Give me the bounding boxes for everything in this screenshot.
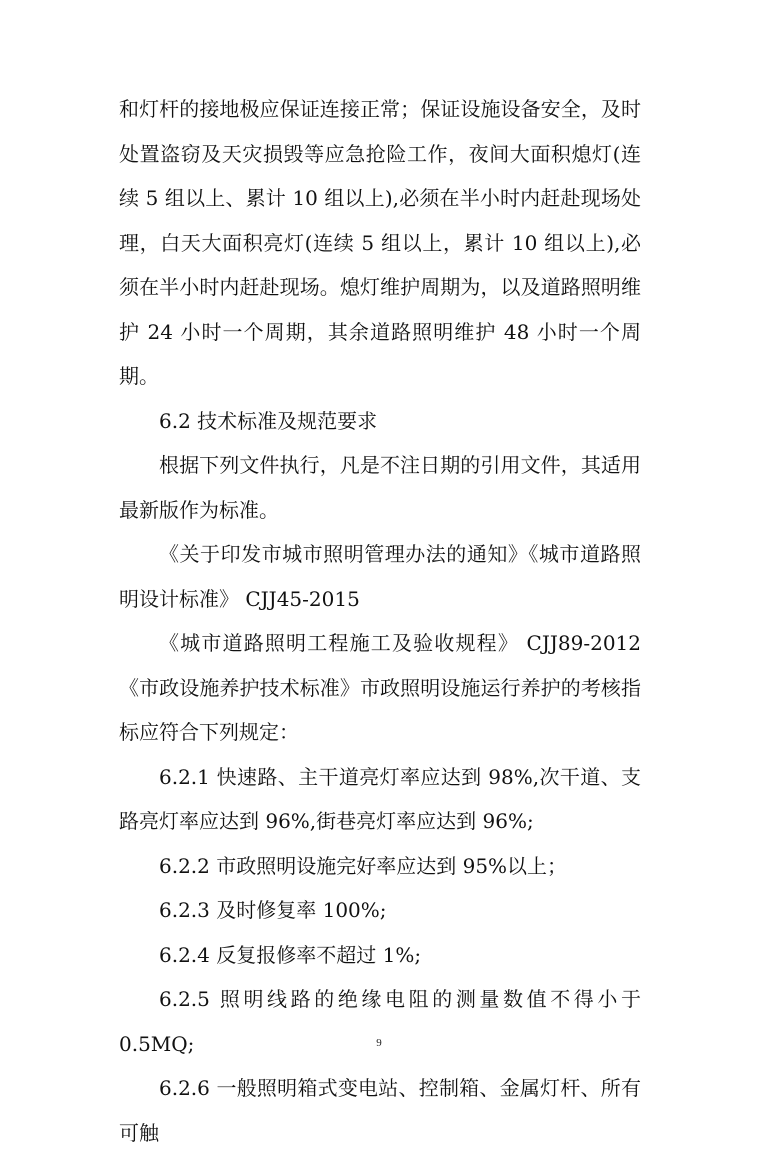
paragraph-reference-intro: 根据下列文件执行，凡是不注日期的引用文件，其适用最新版作为标准。 bbox=[119, 453, 641, 522]
clause-6-2-4: 6.2.4 反复报修率不超过 1%; bbox=[159, 942, 422, 967]
clause-6-2-3: 6.2.3 及时修复率 100%; bbox=[159, 898, 387, 922]
paragraph-reference-2: 《城市道路照明工程施工及验收规程》 CJJ89-2012《市政设施养护技术标准》市政照明设施运行养护的考核指标应符合下列规定： bbox=[119, 631, 641, 744]
clause-6-2-2: 6.2.2 市政照明设施完好率应达到 95%以上； bbox=[159, 853, 568, 878]
clause-6-2-5: 6.2.5 照明线路的绝缘电阻的测量数值不得小于 0.5MQ; bbox=[119, 987, 641, 1056]
clause-6-2-6: 6.2.6 一般照明箱式变电站、控制箱、金属灯杆、所有可触 bbox=[119, 1076, 641, 1145]
body-text bbox=[119, 87, 641, 1155]
paragraph-reference-1: 《关于印发市城市照明管理办法的通知》《城市道路照明设计标准》 CJJ45-2015 bbox=[119, 542, 641, 611]
page-number: 9 bbox=[376, 1037, 382, 1049]
section-heading-6-2: 6.2 技术标准及规范要求 bbox=[159, 408, 378, 433]
paragraph-grounding-emergency: 和灯杆的接地极应保证连接正常；保证设施设备安全，及时处置盗窃及天灾损毁等应急抢险工作，夜间大面积熄灯(连续 5 组以上、累计 10 组以上),必须在半小时内赶赴现场处理，白天大面积亮灯(连续 5 组以上，累计 10 组以上),必须在半小时内赶赴现场。熄灯维护周期为，以及道路照明维护 24 小时一个周期，其余道路照明维护 48 小时一个周期。 bbox=[119, 97, 641, 388]
clause-6-2-1: 6.2.1 快速路、主干道亮灯率应达到 98%,次干道、支路亮灯率应达到 96%,街巷亮灯率应达到 96%; bbox=[119, 764, 641, 833]
